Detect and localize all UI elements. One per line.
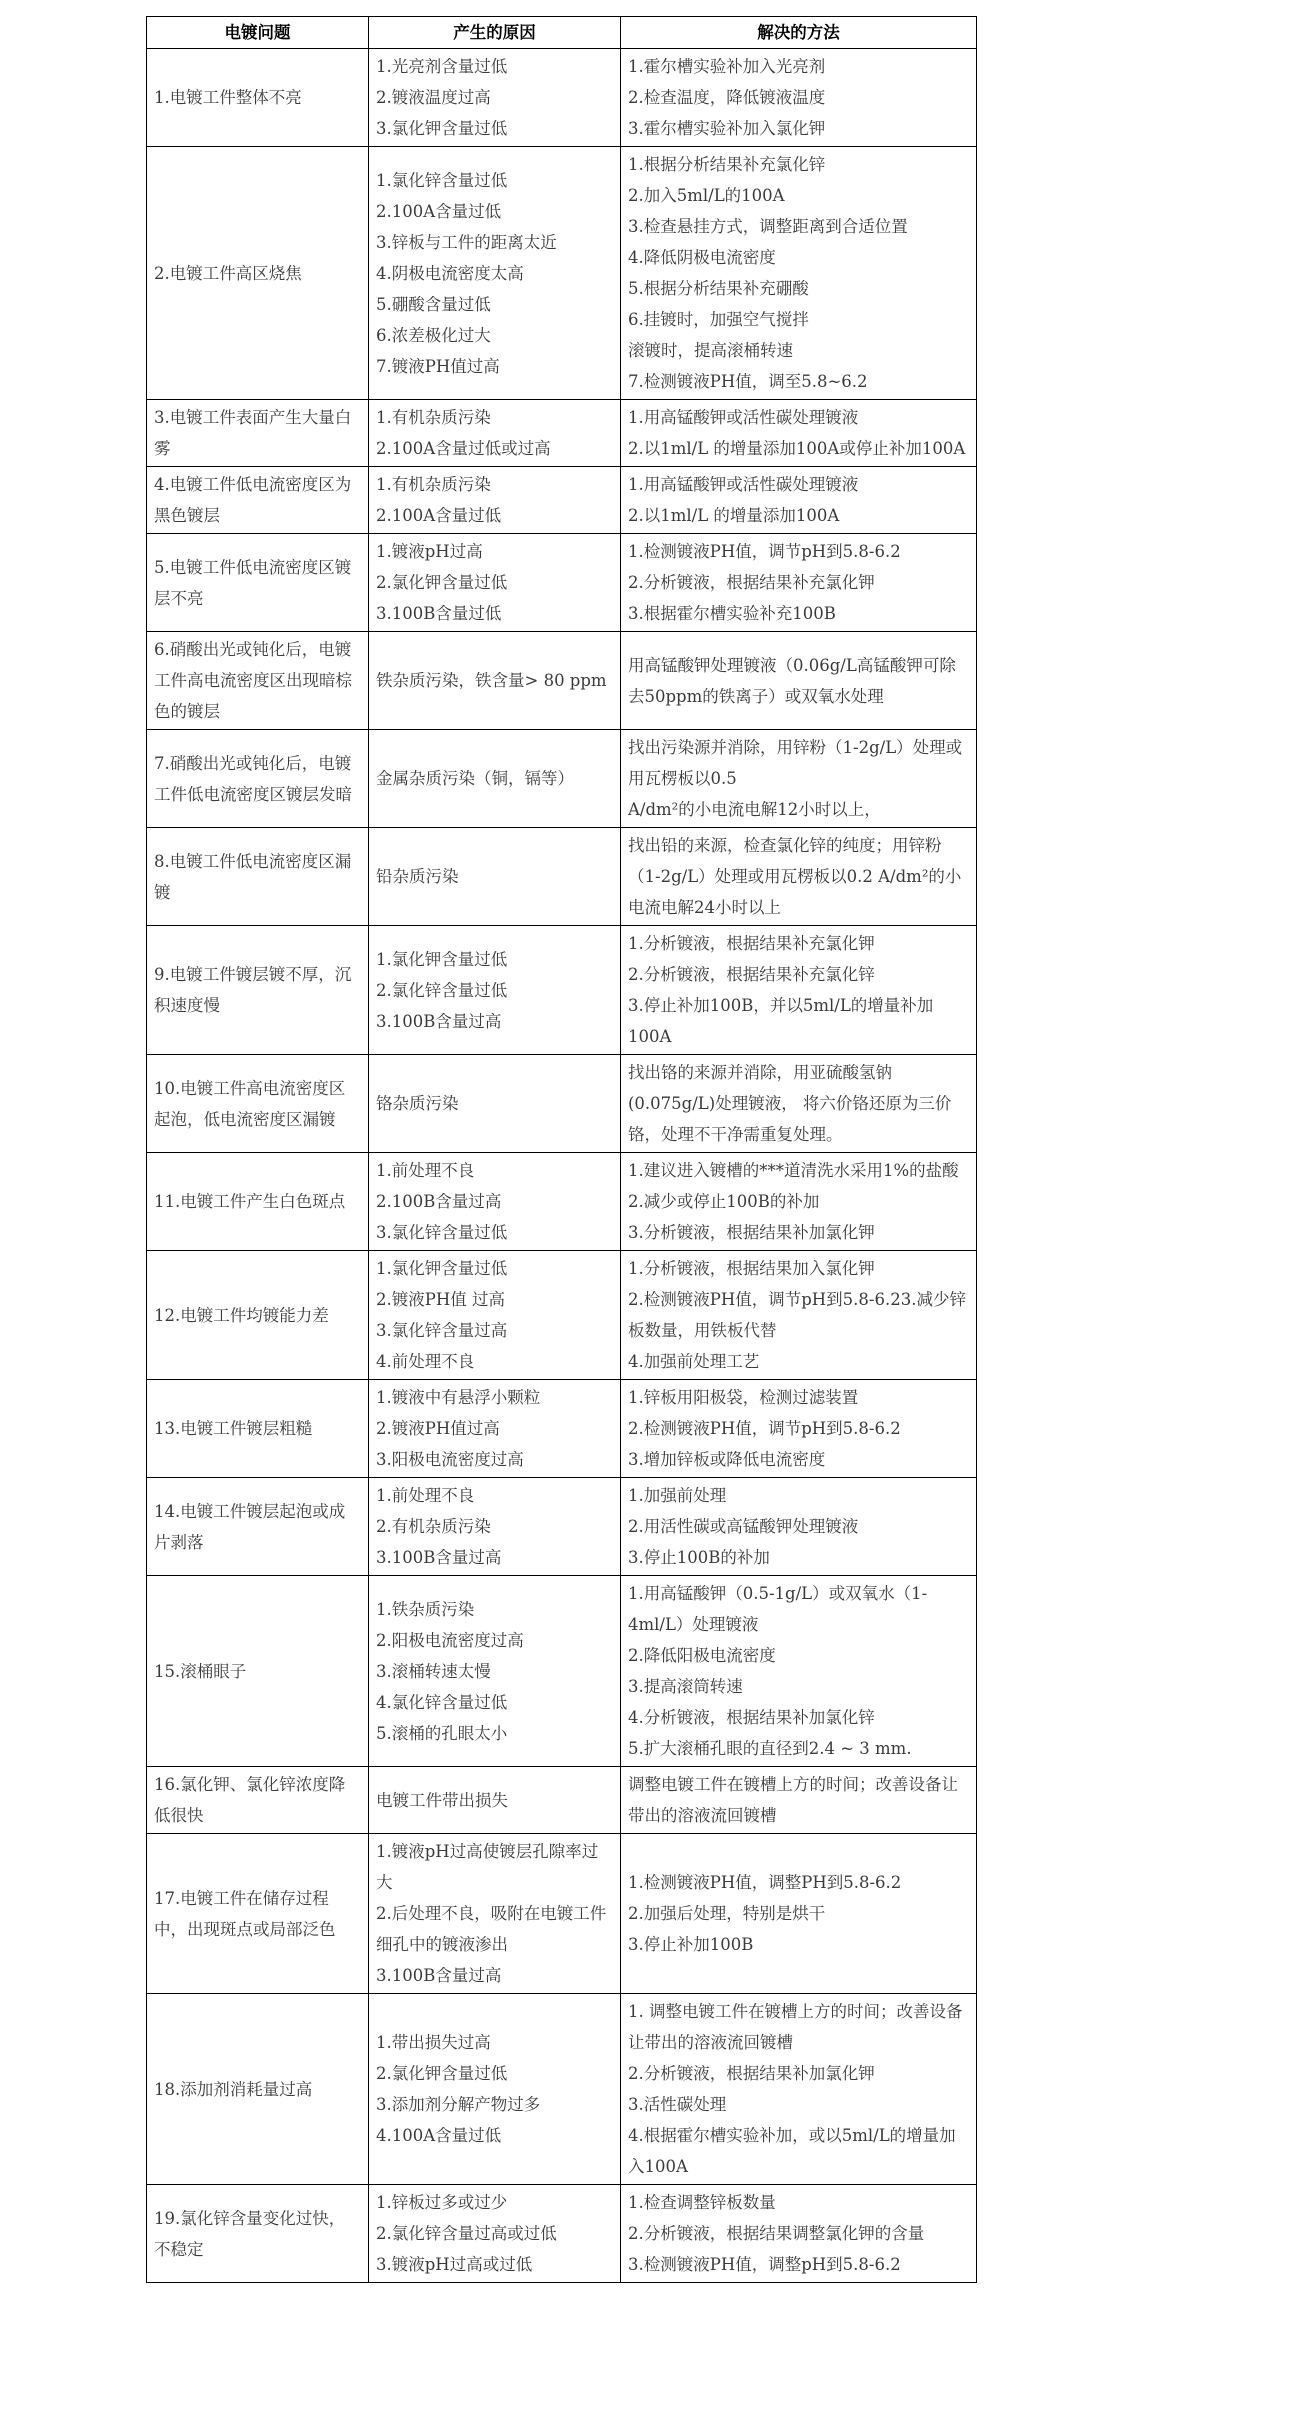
- cause-line: 3.镀液pH过高或过低: [376, 2255, 533, 2274]
- cause-line: 3.氯化锌含量过高: [376, 1321, 508, 1340]
- problem-cell: [147, 1055, 369, 1153]
- problem-cell: [147, 730, 369, 828]
- problem-line: 18.添加剂消耗量过高: [154, 2079, 313, 2099]
- cause-cell: [369, 1767, 621, 1834]
- problem-cell: [147, 1994, 369, 2185]
- header-problem: 电镀问题: [147, 17, 369, 49]
- cause-line: 2.氯化锌含量过高或过低: [376, 2224, 557, 2243]
- cause-line: 2.后处理不良，吸附在电镀工件细孔中的镀液渗出: [376, 1904, 607, 1954]
- solution-cell: [621, 1478, 977, 1576]
- cause-cell: [369, 467, 621, 534]
- cause-line: 5.硼酸含量过低: [376, 294, 491, 314]
- solution-line: 3.检测镀液PH值，调整pH到5.8-6.2: [628, 2255, 901, 2274]
- solution-line: 2.分析镀液，根据结果补充氯化锌: [628, 965, 875, 984]
- cause-line: 6.浓差极化过大: [376, 325, 491, 345]
- solution-cell: [621, 1834, 977, 1994]
- solution-line: 7.检测镀液PH值，调至5.8~6.2: [628, 372, 868, 391]
- problem-line: 16.氯化钾、氯化锌浓度降低很快: [154, 1775, 346, 1825]
- solution-line: 2.分析镀液，根据结果补加氯化钾: [628, 2064, 875, 2083]
- solution-line: 2.降低阳极电流密度: [628, 1646, 776, 1665]
- solution-line: 1.分析镀液，根据结果加入氯化钾: [628, 1259, 875, 1278]
- table-row: [147, 147, 977, 400]
- solution-line: 2.减少或停止100B的补加: [628, 1192, 820, 1211]
- cause-line: 1.前处理不良: [376, 1161, 475, 1180]
- cause-line: 金属杂质污染（铜，镉等）: [376, 769, 574, 788]
- cause-line: 3.氯化钾含量过低: [376, 119, 508, 138]
- solution-line: 1.检查调整锌板数量: [628, 2193, 776, 2212]
- cause-cell: [369, 534, 621, 632]
- solution-line: 3.停止补加100B，并以5ml/L的增量补加100A: [628, 996, 934, 1046]
- solution-cell: [621, 1055, 977, 1153]
- cause-line: 2.氯化钾含量过低: [376, 2064, 508, 2083]
- solution-line: 3.增加锌板或降低电流密度: [628, 1450, 826, 1469]
- solution-line: 1.分析镀液，根据结果补充氯化钾: [628, 934, 875, 953]
- problem-line: 8.电镀工件低电流密度区漏镀: [154, 851, 352, 902]
- cause-line: 1.氯化锌含量过低: [376, 170, 508, 190]
- problem-line: 12.电镀工件均镀能力差: [154, 1305, 329, 1325]
- problem-cell: [147, 1251, 369, 1380]
- solution-line: 2.用活性碳或高锰酸钾处理镀液: [628, 1517, 859, 1536]
- problem-line: 9.电镀工件镀层镀不厚，沉积速度慢: [154, 965, 352, 1015]
- cause-line: 1.有机杂质污染: [376, 475, 491, 494]
- table-row: [147, 467, 977, 534]
- cause-line: 2.镀液PH值过高: [376, 1419, 500, 1438]
- cause-line: 1.锌板过多或过少: [376, 2193, 508, 2212]
- problem-line: 3.电镀工件表面产生大量白雾: [154, 408, 352, 458]
- table-row: [147, 534, 977, 632]
- cause-line: 3.100B含量过高: [376, 1966, 502, 1985]
- cause-cell: [369, 1834, 621, 1994]
- problem-cell: [147, 1380, 369, 1478]
- solution-line: 2.以1ml/L 的增量添加100A或停止补加100A: [628, 439, 966, 458]
- solution-line: 3.检查悬挂方式，调整距离到合适位置: [628, 217, 908, 236]
- cause-line: 3.100B含量过低: [376, 604, 502, 623]
- problem-line: 19.氯化锌含量变化过快，不稳定: [154, 2208, 346, 2259]
- cause-cell: [369, 1055, 621, 1153]
- solution-line: 5.根据分析结果补充硼酸: [628, 279, 809, 298]
- solution-line: 1.用高锰酸钾或活性碳处理镀液: [628, 475, 859, 494]
- solution-line: 2.检测镀液PH值，调节pH到5.8-6.23.减少锌板数量，用铁板代替: [628, 1290, 966, 1340]
- solution-cell: [621, 926, 977, 1055]
- solution-line: 1. 调整电镀工件在镀槽上方的时间；改善设备让带出的溶液流回镀槽: [628, 2002, 963, 2052]
- problem-line: 2.电镀工件高区烧焦: [154, 263, 302, 283]
- solution-line: 3.霍尔槽实验补加入氯化钾: [628, 119, 826, 138]
- solution-line: 3.停止补加100B: [628, 1935, 754, 1954]
- cause-cell: [369, 1251, 621, 1380]
- cause-line: 电镀工件带出损失: [376, 1790, 508, 1810]
- table-row: [147, 1055, 977, 1153]
- cause-line: 2.氯化锌含量过低: [376, 980, 508, 1000]
- solution-cell: [621, 730, 977, 828]
- cause-cell: [369, 2185, 621, 2283]
- cause-cell: [369, 632, 621, 730]
- header-solution: 解决的方法: [621, 17, 977, 49]
- cause-line: 铬杂质污染: [376, 1094, 459, 1113]
- cause-line: 3.100B含量过高: [376, 1011, 502, 1031]
- problem-cell: [147, 828, 369, 926]
- solution-cell: [621, 1576, 977, 1767]
- solution-cell: [621, 1153, 977, 1251]
- cause-line: 1.氯化钾含量过低: [376, 1259, 508, 1278]
- problem-cell: [147, 1576, 369, 1767]
- solution-cell: [621, 1767, 977, 1834]
- solution-line: 1.检测镀液PH值，调整PH到5.8-6.2: [628, 1873, 902, 1892]
- solution-cell: [621, 534, 977, 632]
- solution-line: 找出铬的来源并消除，用亚硫酸氢钠(0.075g/L)处理镀液， 将六价铬还原为三价铬，处理不干净需重复处理。: [628, 1063, 952, 1144]
- problem-line: 14.电镀工件镀层起泡或成片剥落: [154, 1501, 346, 1552]
- solution-line: A/dm²的小电流电解12小时以上，: [628, 800, 881, 819]
- cause-cell: [369, 1576, 621, 1767]
- solution-line: 4.根据霍尔槽实验补加，或以5ml/L的增量加入100A: [628, 2126, 956, 2176]
- problem-cell: [147, 467, 369, 534]
- problem-line: 10.电镀工件高电流密度区起泡，低电流密度区漏镀: [154, 1078, 346, 1129]
- header-row: [147, 17, 977, 49]
- solution-line: 3.提高滚筒转速: [628, 1677, 743, 1696]
- solution-line: 4.加强前处理工艺: [628, 1352, 760, 1371]
- troubleshooting-table-container: [146, 16, 976, 2283]
- problem-line: 6.硝酸出光或钝化后，电镀工件高电流密度区出现暗棕色的镀层: [154, 640, 352, 721]
- cause-line: 1.铁杂质污染: [376, 1599, 475, 1619]
- solution-line: 找出铅的来源，检查氯化锌的纯度；用锌粉（1-2g/L）处理或用瓦楞板以0.2 A/dm²的小电流电解24小时以上: [628, 836, 962, 917]
- table-row: [147, 828, 977, 926]
- solution-line: 调整电镀工件在镀槽上方的时间；改善设备让带出的溶液流回镀槽: [628, 1775, 958, 1825]
- table-row: [147, 1576, 977, 1767]
- solution-line: 2.加强后处理，特别是烘干: [628, 1904, 826, 1923]
- cause-line: 2.镀液温度过高: [376, 88, 491, 107]
- solution-line: 2.分析镀液，根据结果补充氯化钾: [628, 573, 875, 592]
- cause-line: 5.滚桶的孔眼太小: [376, 1723, 508, 1743]
- solution-cell: [621, 1380, 977, 1478]
- solution-line: 滚镀时，提高滚桶转速: [628, 341, 793, 360]
- solution-line: 4.降低阴极电流密度: [628, 248, 776, 267]
- solution-cell: [621, 2185, 977, 2283]
- cause-line: 3.阳极电流密度过高: [376, 1450, 524, 1469]
- solution-line: 2.检测镀液PH值，调节pH到5.8-6.2: [628, 1419, 901, 1438]
- problem-line: 7.硝酸出光或钝化后，电镀工件低电流密度区镀层发暗: [154, 753, 352, 804]
- cause-line: 2.阳极电流密度过高: [376, 1630, 524, 1650]
- solution-line: 4.分析镀液，根据结果补加氯化锌: [628, 1708, 875, 1727]
- problem-line: 15.滚桶眼子: [154, 1661, 247, 1681]
- problem-cell: [147, 147, 369, 400]
- problem-cell: [147, 1767, 369, 1834]
- solution-cell: [621, 1251, 977, 1380]
- problem-cell: [147, 49, 369, 147]
- table-row: [147, 49, 977, 147]
- solution-cell: [621, 147, 977, 400]
- cause-line: 3.氯化锌含量过低: [376, 1223, 508, 1242]
- table-row: [147, 1767, 977, 1834]
- problem-line: 11.电镀工件产生白色斑点: [154, 1192, 346, 1211]
- solution-line: 1.用高锰酸钾（0.5-1g/L）或双氧水（1-4ml/L）处理镀液: [628, 1584, 928, 1634]
- cause-cell: [369, 400, 621, 467]
- solution-line: 1.根据分析结果补充氯化锌: [628, 155, 826, 174]
- solution-line: 5.扩大滚桶孔眼的直径到2.4 ~ 3 mm.: [628, 1739, 912, 1758]
- table-row: [147, 1834, 977, 1994]
- table-row: [147, 400, 977, 467]
- problem-cell: [147, 1834, 369, 1994]
- cause-line: 7.镀液PH值过高: [376, 356, 500, 376]
- cause-cell: [369, 926, 621, 1055]
- cause-line: 1.带出损失过高: [376, 2033, 491, 2052]
- solution-line: 1.建议进入镀槽的***道清洗水采用1%的盐酸: [628, 1161, 959, 1180]
- cause-line: 铅杂质污染: [376, 867, 459, 886]
- problem-line: 17.电镀工件在储存过程中，出现斑点或局部泛色: [154, 1888, 336, 1939]
- cause-line: 3.锌板与工件的距离太近: [376, 232, 557, 252]
- cause-line: 2.100A含量过低或过高: [376, 439, 551, 458]
- cause-cell: [369, 828, 621, 926]
- cause-line: 2.镀液PH值 过高: [376, 1290, 505, 1309]
- cause-line: 1.光亮剂含量过低: [376, 57, 508, 76]
- cause-line: 2.氯化钾含量过低: [376, 573, 508, 592]
- solution-line: 1.加强前处理: [628, 1486, 727, 1505]
- table-row: [147, 1380, 977, 1478]
- cause-cell: [369, 730, 621, 828]
- cause-line: 2.有机杂质污染: [376, 1517, 491, 1536]
- problem-line: 1.电镀工件整体不亮: [154, 88, 302, 107]
- solution-line: 3.根据霍尔槽实验补充100B: [628, 604, 836, 623]
- cause-cell: [369, 1153, 621, 1251]
- troubleshooting-table: [146, 16, 977, 2283]
- solution-line: 2.以1ml/L 的增量添加100A: [628, 506, 840, 525]
- solution-line: 1.霍尔槽实验补加入光亮剂: [628, 57, 826, 76]
- solution-line: 3.停止100B的补加: [628, 1548, 770, 1567]
- cause-cell: [369, 1478, 621, 1576]
- problem-cell: [147, 632, 369, 730]
- cause-line: 3.滚桶转速太慢: [376, 1661, 491, 1681]
- solution-line: 用高锰酸钾处理镀液（0.06g/L高锰酸钾可除去50ppm的铁离子）或双氧水处理: [628, 655, 956, 706]
- cause-line: 1.镀液pH过高: [376, 542, 483, 561]
- cause-line: 4.前处理不良: [376, 1352, 475, 1371]
- cause-line: 1.氯化钾含量过低: [376, 949, 508, 969]
- problem-cell: [147, 2185, 369, 2283]
- table-row: [147, 1251, 977, 1380]
- solution-line: 找出污染源并消除，用锌粉（1-2g/L）处理或用瓦楞板以0.5: [628, 738, 963, 788]
- solution-cell: [621, 49, 977, 147]
- table-row: [147, 1153, 977, 1251]
- table-row: [147, 632, 977, 730]
- table-row: [147, 730, 977, 828]
- cause-line: 3.添加剂分解产物过多: [376, 2095, 541, 2114]
- cause-line: 4.100A含量过低: [376, 2126, 502, 2145]
- cause-line: 2.100A含量过低: [376, 506, 502, 525]
- cause-line: 4.氯化锌含量过低: [376, 1692, 508, 1712]
- table-row: [147, 1478, 977, 1576]
- cause-line: 1.有机杂质污染: [376, 408, 491, 427]
- solution-line: 2.加入5ml/L的100A: [628, 186, 785, 205]
- solution-line: 2.检查温度，降低镀液温度: [628, 88, 826, 107]
- cause-line: 1.镀液pH过高使镀层孔隙率过大: [376, 1842, 599, 1892]
- cause-cell: [369, 147, 621, 400]
- cause-line: 1.镀液中有悬浮小颗粒: [376, 1388, 541, 1407]
- cause-line: 4.阴极电流密度太高: [376, 263, 524, 283]
- problem-line: 5.电镀工件低电流密度区镀层不亮: [154, 557, 352, 608]
- cause-cell: [369, 1994, 621, 2185]
- problem-cell: [147, 1478, 369, 1576]
- solution-line: 1.用高锰酸钾或活性碳处理镀液: [628, 408, 859, 427]
- cause-line: 铁杂质污染，铁含量> 80 ppm: [376, 671, 607, 690]
- solution-line: 2.分析镀液，根据结果调整氯化钾的含量: [628, 2224, 925, 2243]
- solution-line: 3.活性碳处理: [628, 2095, 727, 2114]
- table-row: [147, 2185, 977, 2283]
- problem-line: 13.电镀工件镀层粗糙: [154, 1419, 313, 1438]
- solution-cell: [621, 632, 977, 730]
- cause-line: 3.100B含量过高: [376, 1548, 502, 1567]
- header-cause: 产生的原因: [369, 17, 621, 49]
- solution-cell: [621, 467, 977, 534]
- cause-line: 1.前处理不良: [376, 1486, 475, 1505]
- solution-cell: [621, 1994, 977, 2185]
- solution-line: 1.锌板用阳极袋，检测过滤装置: [628, 1388, 859, 1407]
- table-row: [147, 926, 977, 1055]
- table-row: [147, 1994, 977, 2185]
- solution-cell: [621, 828, 977, 926]
- problem-line: 4.电镀工件低电流密度区为黑色镀层: [154, 475, 352, 525]
- problem-cell: [147, 1153, 369, 1251]
- solution-cell: [621, 400, 977, 467]
- problem-cell: [147, 926, 369, 1055]
- problem-cell: [147, 534, 369, 632]
- cause-line: 2.100B含量过高: [376, 1192, 502, 1211]
- problem-cell: [147, 400, 369, 467]
- cause-line: 2.100A含量过低: [376, 201, 502, 221]
- table-body: [147, 49, 977, 2283]
- solution-line: 3.分析镀液，根据结果补加氯化钾: [628, 1223, 875, 1242]
- cause-cell: [369, 1380, 621, 1478]
- solution-line: 6.挂镀时，加强空气搅拌: [628, 310, 809, 329]
- solution-line: 1.检测镀液PH值，调节pH到5.8-6.2: [628, 542, 901, 561]
- cause-cell: [369, 49, 621, 147]
